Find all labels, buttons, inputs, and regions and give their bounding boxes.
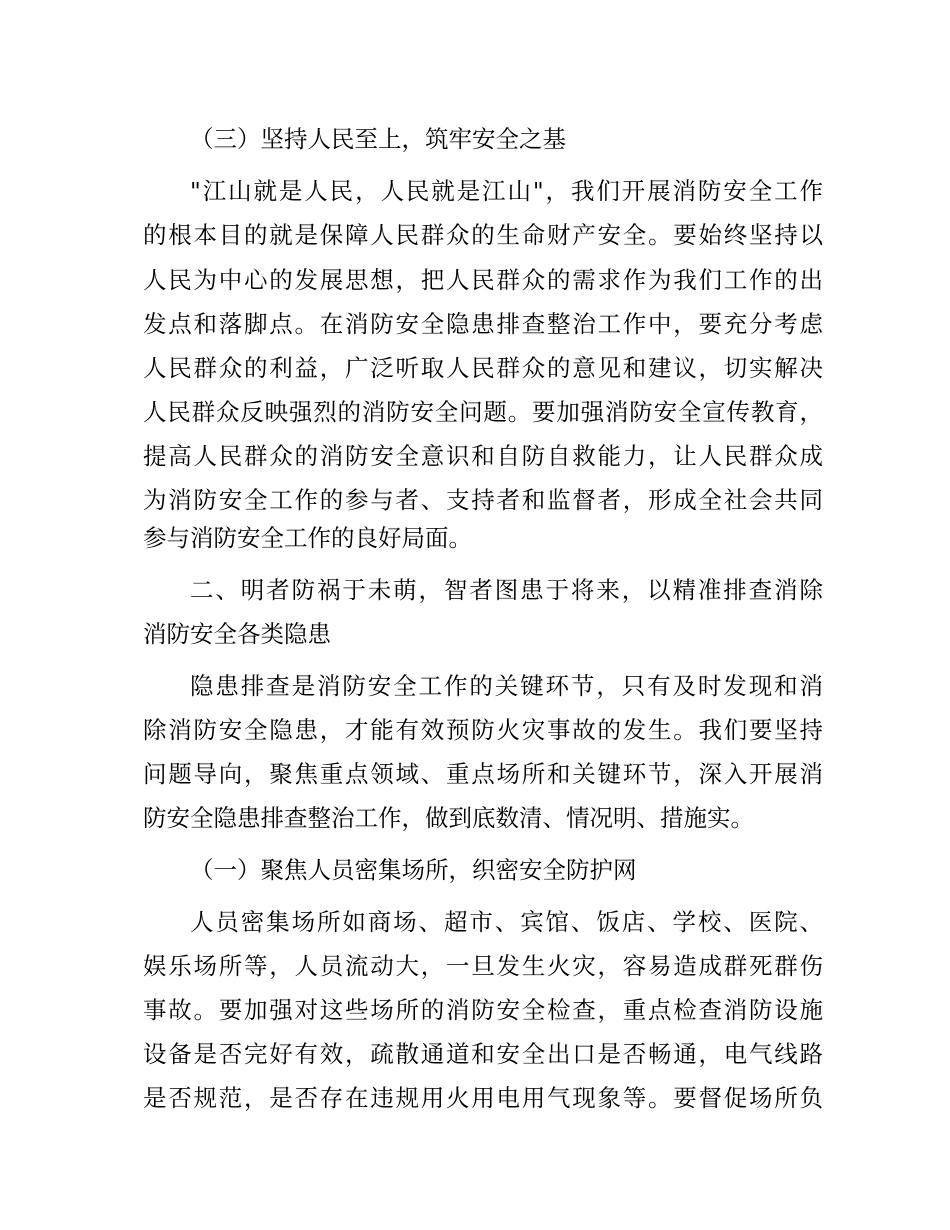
paragraph-line: 问题导向，聚焦重点领域、重点场所和关键环节，深入开展消 — [143, 760, 823, 788]
paragraph-line: 事故。要加强对这些场所的消防安全检查，重点检查消防设施 — [143, 996, 823, 1024]
paragraph-line: 人民群众反映强烈的消防安全问题。要加强消防安全宣传教育， — [143, 398, 823, 426]
section-heading-2-cont: 消防安全各类隐患 — [143, 620, 331, 648]
paragraph-line: 人员密集场所如商场、超市、宾馆、饭店、学校、医院、 — [190, 908, 823, 936]
paragraph-line: 发点和落脚点。在消防安全隐患排查整治工作中，要充分考虑 — [143, 310, 823, 338]
paragraph-line: 隐患排查是消防安全工作的关键环节，只有及时发现和消 — [190, 672, 823, 700]
paragraph-line: 提高人民群众的消防安全意识和自防自救能力，让人民群众成 — [143, 442, 823, 470]
paragraph-line: 的根本目的就是保障人民群众的生命财产安全。要始终坚持以 — [143, 221, 823, 249]
section-heading-1: （一）聚焦人员密集场所，织密安全防护网 — [190, 856, 637, 884]
paragraph-line: 参与消防安全工作的良好局面。 — [143, 524, 472, 552]
paragraph-line: 人民群众的利益，广泛听取人民群众的意见和建议，切实解决 — [143, 354, 823, 382]
section-heading-3: （三）坚持人民至上，筑牢安全之基 — [190, 125, 566, 153]
paragraph-line: "江山就是人民，人民就是江山"，我们开展消防安全工作 — [190, 177, 823, 205]
paragraph-line: 除消防安全隐患，才能有效预防火灾事故的发生。我们要坚持 — [143, 716, 823, 744]
paragraph-line: 人民为中心的发展思想，把人民群众的需求作为我们工作的出 — [143, 266, 823, 294]
paragraph-line: 防安全隐患排查整治工作，做到底数清、情况明、措施实。 — [143, 804, 754, 832]
section-heading-2: 二、明者防祸于未萌，智者图患于将来，以精准排查消除 — [190, 576, 823, 604]
paragraph-line: 是否规范，是否存在违规用火用电用气现象等。要督促场所负 — [143, 1084, 823, 1112]
paragraph-line: 为消防安全工作的参与者、支持者和监督者，形成全社会共同 — [143, 486, 823, 514]
paragraph-line: 娱乐场所等，人员流动大，一旦发生火灾，容易造成群死群伤 — [143, 952, 823, 980]
paragraph-line: 设备是否完好有效，疏散通道和安全出口是否畅通，电气线路 — [143, 1040, 823, 1068]
